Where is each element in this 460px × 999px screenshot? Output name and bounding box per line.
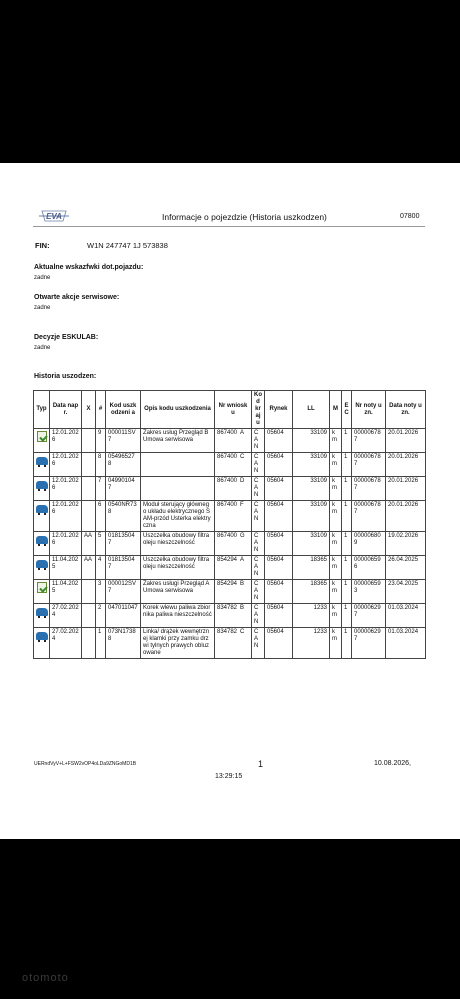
note-number-cell: 00000659 3 — [352, 580, 386, 604]
country-cell: CA N — [252, 580, 265, 604]
claim-letter: G — [240, 533, 245, 539]
claim-number: 867400 — [217, 478, 238, 484]
mileage-cell: 18365 — [293, 580, 330, 604]
x-cell — [82, 477, 96, 501]
date-cell: 11.04.202 5 — [50, 556, 82, 580]
fin-label: FIN: — [35, 241, 50, 250]
page-number: 1 — [258, 759, 264, 769]
x-cell — [82, 453, 96, 477]
x-cell — [82, 604, 96, 628]
claim-cell — [215, 429, 252, 453]
car-repair-icon — [36, 536, 48, 544]
column-header: Kod uszkodzeni a — [106, 391, 141, 429]
mileage-cell: 33109 — [293, 453, 330, 477]
mileage-cell: 33109 — [293, 501, 330, 532]
table-row — [34, 580, 426, 604]
description-cell: Korek wlewu paliwa zbiornika paliwa nieszczelność — [141, 604, 215, 628]
code-cell: 047011047 — [106, 604, 141, 628]
x-cell — [82, 501, 96, 532]
code-cell: 054965278 — [106, 453, 141, 477]
table-row — [34, 628, 426, 659]
claim-number: 854294 — [217, 581, 238, 587]
date-cell: 27.02.202 4 — [50, 628, 82, 659]
column-header: X — [82, 391, 96, 429]
claim-letter: B — [240, 605, 245, 611]
country-cell: CA N — [252, 604, 265, 628]
table-row — [34, 501, 426, 532]
date-cell: 12.01.202 6 — [50, 532, 82, 556]
footer-code: UERndVyV+L+FSW2vOP4oLDa9ZNGoMD1B — [34, 761, 137, 767]
market-cell: 05604 — [265, 453, 293, 477]
unit-cell: km — [330, 501, 342, 532]
claim-cell — [215, 532, 252, 556]
description-cell — [141, 477, 215, 501]
code-cell: 000011SV 7 — [106, 429, 141, 453]
description-cell: Zakres usług Przegląd B Umowa serwisowa — [141, 429, 215, 453]
ec-cell: 1 — [342, 556, 352, 580]
claim-letter: F — [240, 502, 244, 508]
section-heading-hints: Aktualne wskazfwki dot.pojazdu: — [34, 264, 144, 271]
column-header: Opis kodu uszkodzenia — [141, 391, 215, 429]
market-cell: 05604 — [265, 532, 293, 556]
note-date-cell: 20.01.2026 — [386, 477, 426, 501]
car-repair-icon — [36, 608, 48, 616]
note-number-cell: 00000629 7 — [352, 604, 386, 628]
document-check-icon — [37, 582, 47, 593]
table-row — [34, 477, 426, 501]
document-title: Informacje o pojezdzie (Historia uszkodzen) — [162, 212, 327, 222]
section-value-hints: zadne — [34, 275, 51, 281]
code-cell: 000012SV 7 — [106, 580, 141, 604]
claim-letter: D — [240, 478, 245, 484]
unit-cell: km — [330, 604, 342, 628]
note-date-cell: 01.03.2024 — [386, 628, 426, 659]
ec-cell: 1 — [342, 429, 352, 453]
print-time: 13:29:15 — [215, 773, 243, 780]
unit-cell: km — [330, 556, 342, 580]
claim-letter: B — [240, 581, 245, 587]
ec-cell: 1 — [342, 628, 352, 659]
number-cell: 9 — [96, 429, 106, 453]
claim-number: 867400 — [217, 430, 238, 436]
note-number-cell: 00000678 7 — [352, 501, 386, 532]
market-cell: 05604 — [265, 580, 293, 604]
table-row — [34, 556, 426, 580]
country-cell: CA N — [252, 453, 265, 477]
unit-cell: km — [330, 532, 342, 556]
car-repair-icon — [36, 481, 48, 489]
section-value-eskulab: zadne — [34, 345, 51, 351]
site-watermark: otomoto — [22, 972, 69, 984]
claim-number: 867400 — [217, 533, 238, 539]
description-cell: Uszczelka obudowy filtra oleju nieszczelność — [141, 532, 215, 556]
mileage-cell: 18365 — [293, 556, 330, 580]
number-cell: 2 — [96, 604, 106, 628]
car-repair-icon — [36, 560, 48, 568]
country-cell: CA N — [252, 556, 265, 580]
table-row — [34, 604, 426, 628]
unit-cell: km — [330, 580, 342, 604]
description-cell — [141, 453, 215, 477]
market-cell: 05604 — [265, 628, 293, 659]
country-cell: CA N — [252, 477, 265, 501]
note-date-cell: 01.03.2024 — [386, 604, 426, 628]
ec-cell: 1 — [342, 453, 352, 477]
eva-logo — [36, 209, 72, 223]
claim-cell — [215, 556, 252, 580]
claim-cell — [215, 580, 252, 604]
number-cell: 4 — [96, 556, 106, 580]
note-date-cell: 20.01.2026 — [386, 501, 426, 532]
table-row — [34, 453, 426, 477]
note-date-cell: 26.04.2025 — [386, 556, 426, 580]
x-cell — [82, 429, 96, 453]
description-cell: Zakres usługi Przegląd A Umowa serwisowa — [141, 580, 215, 604]
country-cell: CA N — [252, 429, 265, 453]
mileage-cell: 33109 — [293, 429, 330, 453]
date-cell: 12.01.202 6 — [50, 429, 82, 453]
mileage-cell: 1233 — [293, 604, 330, 628]
note-date-cell: 20.01.2026 — [386, 453, 426, 477]
number-cell: 5 — [96, 532, 106, 556]
number-cell: 1 — [96, 628, 106, 659]
claim-number: 867400 — [217, 502, 238, 508]
column-header: Data napr. — [50, 391, 82, 429]
code-cell: 018135047 — [106, 556, 141, 580]
svg-text:EVA: EVA — [46, 212, 62, 221]
market-cell: 05604 — [265, 501, 293, 532]
fin-value: W1N 247747 1J 573838 — [87, 241, 168, 250]
number-cell: 3 — [96, 580, 106, 604]
claim-cell — [215, 477, 252, 501]
document-page — [0, 163, 460, 839]
description-cell: Moduł sterujący głównego układu elektrycznego SAM-przód Usterka elektryczna — [141, 501, 215, 532]
x-cell — [82, 580, 96, 604]
column-header: LL — [293, 391, 330, 429]
ec-cell: 1 — [342, 501, 352, 532]
x-cell — [82, 628, 96, 659]
note-number-cell: 00000680 9 — [352, 532, 386, 556]
country-cell: CA N — [252, 628, 265, 659]
column-header: M — [330, 391, 342, 429]
unit-cell: km — [330, 628, 342, 659]
x-cell: AA — [82, 556, 96, 580]
history-heading: Historia uszodzen: — [34, 373, 97, 380]
column-header: Rynek — [265, 391, 293, 429]
note-date-cell: 23.04.2025 — [386, 580, 426, 604]
ec-cell: 1 — [342, 580, 352, 604]
code-cell: 049901047 — [106, 477, 141, 501]
date-cell: 27.02.202 4 — [50, 604, 82, 628]
claim-number: 854294 — [217, 557, 238, 563]
column-header: Typ — [34, 391, 50, 429]
damage-history-table — [33, 390, 426, 659]
x-cell: AA — [82, 532, 96, 556]
table-row — [34, 429, 426, 453]
unit-cell: km — [330, 477, 342, 501]
claim-number: 834782 — [217, 629, 238, 635]
claim-cell — [215, 628, 252, 659]
section-value-service-actions: zadne — [34, 305, 51, 311]
claim-number: 867400 — [217, 454, 238, 460]
column-header: # — [96, 391, 106, 429]
code-cell: 0540NR73 8 — [106, 501, 141, 532]
market-cell: 05604 — [265, 556, 293, 580]
country-cell: CA N — [252, 532, 265, 556]
claim-letter: C — [240, 629, 245, 635]
date-cell: 12.01.202 6 — [50, 477, 82, 501]
claim-letter: A — [240, 557, 245, 563]
section-heading-service-actions: Otwarte akcje serwisowe: — [34, 294, 120, 301]
column-header: Data noty uzn. — [386, 391, 426, 429]
note-date-cell: 20.01.2026 — [386, 429, 426, 453]
note-number-cell: 00000629 7 — [352, 628, 386, 659]
date-cell: 12.01.202 6 — [50, 501, 82, 532]
column-header: Kod kraj u — [252, 391, 265, 429]
document-check-icon — [37, 431, 47, 442]
unit-cell: km — [330, 453, 342, 477]
note-number-cell: 00000659 6 — [352, 556, 386, 580]
number-cell: 6 — [96, 501, 106, 532]
market-cell: 05604 — [265, 604, 293, 628]
column-header: Nr wniosku — [215, 391, 252, 429]
document-number: 07800 — [400, 213, 420, 220]
header-divider — [33, 226, 425, 227]
ec-cell: 1 — [342, 532, 352, 556]
note-date-cell: 19.02.2026 — [386, 532, 426, 556]
note-number-cell: 00000678 7 — [352, 429, 386, 453]
number-cell: 7 — [96, 477, 106, 501]
table-row — [34, 532, 426, 556]
code-cell: 073N1738 8 — [106, 628, 141, 659]
claim-number: 834782 — [217, 605, 238, 611]
ec-cell: 1 — [342, 604, 352, 628]
claim-cell — [215, 453, 252, 477]
description-cell: Uszczelka obudowy filtra oleju nieszczelność — [141, 556, 215, 580]
column-header: Nr noty uzn. — [352, 391, 386, 429]
market-cell: 05604 — [265, 477, 293, 501]
note-number-cell: 00000678 7 — [352, 453, 386, 477]
car-repair-icon — [36, 457, 48, 465]
market-cell: 05604 — [265, 429, 293, 453]
ec-cell: 1 — [342, 477, 352, 501]
mileage-cell: 33109 — [293, 532, 330, 556]
car-repair-icon — [36, 505, 48, 513]
claim-cell — [215, 501, 252, 532]
print-date: 10.08.2026, — [374, 760, 411, 767]
column-header: E C — [342, 391, 352, 429]
car-repair-icon — [36, 632, 48, 640]
note-number-cell: 00000678 7 — [352, 477, 386, 501]
number-cell: 8 — [96, 453, 106, 477]
claim-letter: A — [240, 430, 245, 436]
date-cell: 12.01.202 6 — [50, 453, 82, 477]
claim-letter: C — [240, 454, 245, 460]
country-cell: CA N — [252, 501, 265, 532]
claim-cell — [215, 604, 252, 628]
code-cell: 018135047 — [106, 532, 141, 556]
section-heading-eskulab: Decyzje ESKULAB: — [34, 334, 99, 341]
mileage-cell: 1233 — [293, 628, 330, 659]
description-cell: Linka/ drążek wewnętrznej klamki przy zamku drzwi tylnych prawych obluzowane — [141, 628, 215, 659]
date-cell: 11.04.202 5 — [50, 580, 82, 604]
unit-cell: km — [330, 429, 342, 453]
mileage-cell: 33109 — [293, 477, 330, 501]
